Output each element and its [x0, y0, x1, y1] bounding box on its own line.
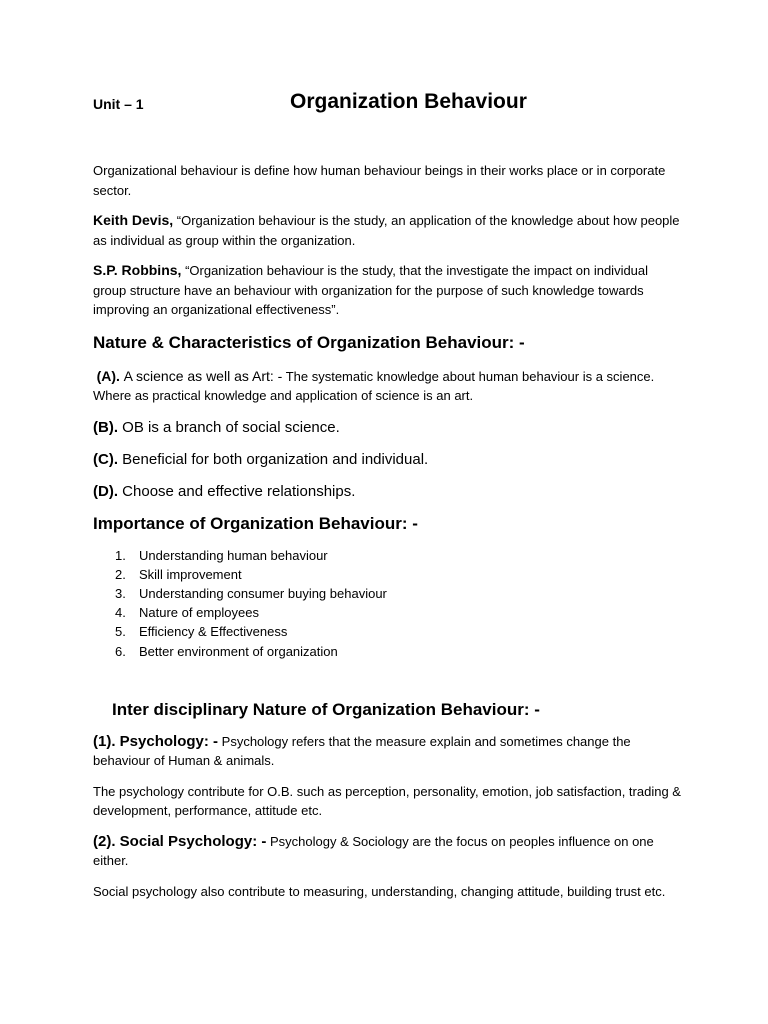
psychology-paragraph [93, 732, 683, 771]
item-title: A science as well as Art: - [123, 367, 283, 384]
nature-heading: Nature & Characteristics of Organization Behaviour: - [93, 332, 525, 352]
list-text: Efficiency & Effectiveness [139, 624, 288, 640]
social-psychology-note: Social psychology also contribute to measuring, understanding, changing attitude, building trust etc. [93, 883, 666, 899]
item-text: Choose and effective relationships. [122, 482, 356, 500]
psychology-text: Psychology refers that the measure explain and sometimes change the behaviour of Human & animals. [93, 733, 631, 769]
definition-author: Keith Devis, [93, 212, 174, 228]
social-psychology-paragraph [93, 832, 683, 871]
nature-item-b [93, 418, 683, 438]
definition-sp-robbins [93, 261, 683, 320]
psychology-note: The psychology contribute for O.B. such as perception, personality, emotion, job satisfaction, trading & development, performance, attitude etc. [93, 783, 681, 819]
list-text: Understanding consumer buying behaviour [139, 585, 387, 601]
list-item [93, 546, 683, 565]
importance-list [93, 546, 683, 661]
nature-item-a [93, 367, 683, 406]
social-psychology-text: Psychology & Sociology are the focus on peoples influence on one either. [93, 833, 654, 869]
list-item [93, 584, 683, 603]
list-number: 4. [115, 605, 126, 621]
page-title: Organization Behaviour [290, 90, 527, 113]
item-label: (B). [93, 418, 118, 436]
unit-label: Unit – 1 [93, 96, 144, 112]
list-text: Skill improvement [139, 566, 242, 582]
list-text: Better environment of organization [139, 643, 338, 659]
list-text: Understanding human behaviour [139, 547, 328, 563]
document-content [93, 90, 683, 901]
psychology-label: (1). Psychology: - [93, 732, 219, 750]
list-number: 1. [115, 547, 126, 563]
definition-keith-devis [93, 211, 683, 250]
list-item [93, 603, 683, 622]
nature-item-c [93, 450, 683, 470]
item-text: OB is a branch of social science. [122, 418, 340, 436]
definition-author: S.P. Robbins, [93, 262, 182, 278]
list-number: 5. [115, 624, 126, 640]
list-item [93, 565, 683, 584]
item-text: The systematic knowledge about human behaviour is a science. Where as practical knowledge and application of science is an art. [93, 368, 655, 403]
definition-text: “Organization behaviour is the study, an application of the knowledge about how people as individual as group within the organization. [93, 213, 680, 248]
list-item [93, 622, 683, 641]
list-number: 2. [115, 566, 126, 582]
title-row [93, 90, 683, 120]
inter-disciplinary-heading: Inter disciplinary Nature of Organization Behaviour: - [112, 699, 540, 719]
intro-paragraph: Organizational behaviour is define how human behaviour beings in their works place or in corporate sector. [93, 163, 666, 198]
nature-item-d [93, 482, 683, 502]
list-number: 3. [115, 585, 126, 601]
importance-heading: Importance of Organization Behaviour: - [93, 513, 418, 533]
list-number: 6. [115, 643, 126, 659]
social-psychology-label: (2). Social Psychology: - [93, 832, 267, 850]
list-item [93, 642, 683, 661]
item-label: (D). [93, 482, 118, 500]
item-label: (A). [96, 367, 120, 384]
item-label: (C). [93, 450, 118, 468]
list-text: Nature of employees [139, 605, 259, 621]
item-text: Beneficial for both organization and individual. [122, 450, 429, 468]
definition-text: “Organization behaviour is the study, that the investigate the impact on individual group structure have an behaviour with organization for the purpose of such knowledge towards improving an organizational effectiveness”. [93, 263, 649, 317]
